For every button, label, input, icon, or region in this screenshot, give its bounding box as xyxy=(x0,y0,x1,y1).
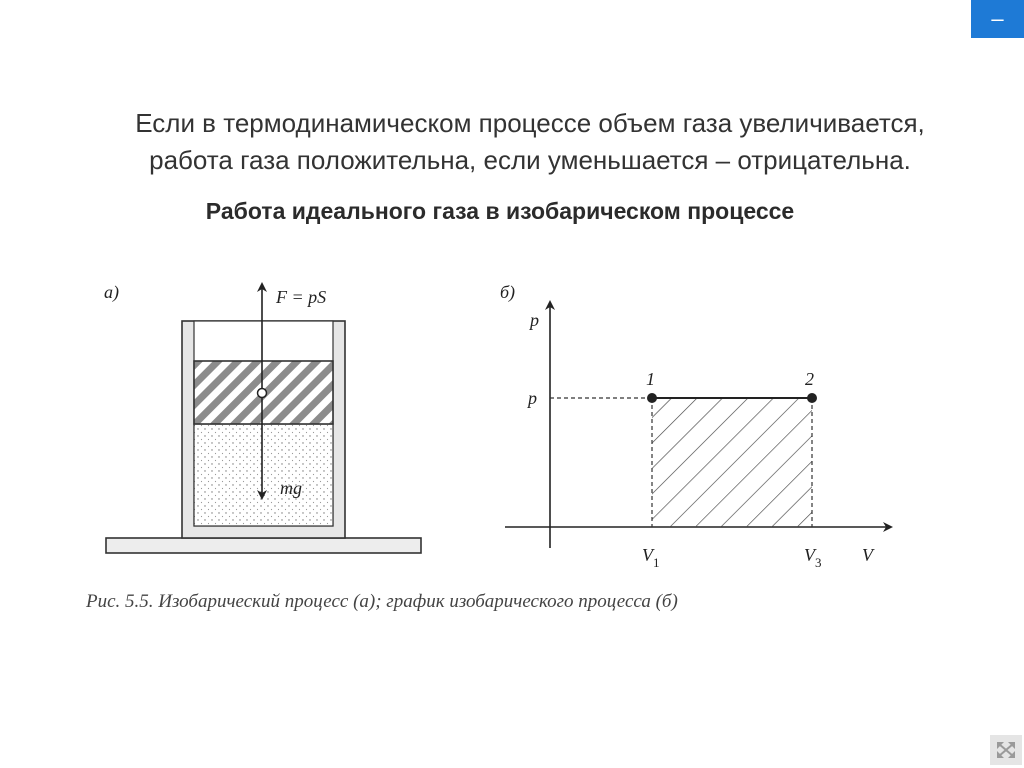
intro-line-1: Если в термодинамическом процессе объем газа увеличивается, xyxy=(135,108,925,138)
figure-caption: Рис. 5.5. Изобарический процесс (а); график изобарического процесса (б) xyxy=(86,591,678,612)
figure-a-label: а) xyxy=(104,282,119,302)
expand-icon xyxy=(990,735,1022,765)
pv-graph xyxy=(500,282,888,570)
figure-b-label: б) xyxy=(500,282,516,302)
base-plate xyxy=(106,538,421,553)
point-2-label: 2 xyxy=(805,369,814,389)
weight-label: mg xyxy=(280,478,302,498)
center-point xyxy=(258,389,267,398)
point-1-label: 1 xyxy=(646,369,655,389)
point-1 xyxy=(647,393,657,403)
y-axis-label: p xyxy=(530,310,539,330)
v3-tick-main: V xyxy=(804,545,815,565)
intro-line-2: работа газа положительна, если уменьшается – отрицательна. xyxy=(149,145,911,175)
gas-region xyxy=(194,424,333,526)
x-axis-label: V xyxy=(862,545,873,565)
cylinder-diagram xyxy=(104,282,421,553)
expand-button[interactable] xyxy=(990,735,1022,765)
minimize-button[interactable]: – xyxy=(971,0,1024,38)
force-label: F = pS xyxy=(276,287,327,307)
v3-tick-label xyxy=(804,545,822,570)
v1-tick-label xyxy=(642,545,660,570)
slide-heading: Работа идеального газа в изобарическом процессе xyxy=(205,198,795,224)
p-tick-label: p xyxy=(528,388,537,408)
work-area xyxy=(652,398,812,527)
v1-tick-sub: 1 xyxy=(653,555,660,570)
point-2 xyxy=(807,393,817,403)
v3-tick-sub: 3 xyxy=(815,555,822,570)
v1-tick-main: V xyxy=(642,545,653,565)
